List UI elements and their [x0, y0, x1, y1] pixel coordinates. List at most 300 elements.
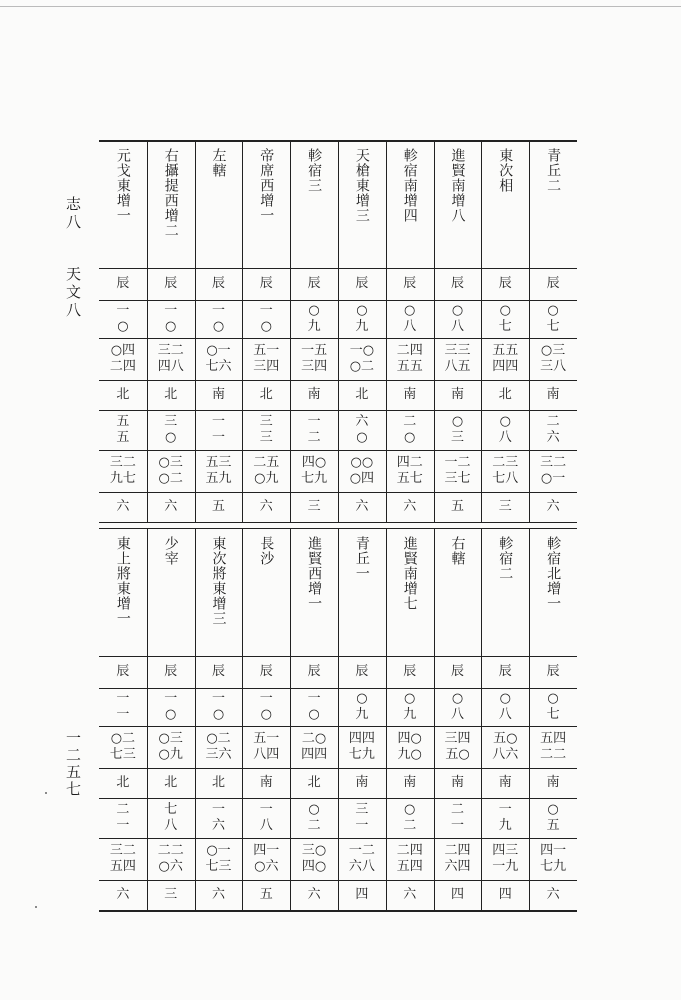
value-cell-f [290, 450, 338, 492]
value-cell-c [99, 338, 147, 380]
value-cell-b [434, 300, 482, 338]
value-line: 五四 [540, 731, 567, 746]
value-line: 四○ [301, 859, 327, 874]
value-line: ○二 [110, 731, 136, 746]
direction-cell: 北 [498, 387, 512, 402]
value-line: ○一 [206, 843, 231, 858]
value-cell-c [195, 338, 243, 380]
value-line: 三六 [205, 747, 232, 762]
value-cell-e [242, 798, 290, 838]
value-line: ○ [165, 430, 177, 445]
direction-cell: 南 [307, 387, 321, 402]
star-name: 右轄 [449, 536, 466, 566]
star-name: 少宰 [162, 536, 179, 566]
magnitude-cell: 三 [498, 499, 512, 514]
value-line: 五一 [253, 343, 280, 358]
value-line: 一 [450, 818, 464, 833]
star-name: 東次相 [497, 148, 514, 193]
direction-cell: 北 [307, 775, 321, 790]
direction-cell: 南 [355, 775, 369, 790]
value-cell-b [481, 300, 529, 338]
direction-cell: 南 [450, 387, 464, 402]
magnitude-cell: 六 [116, 887, 130, 902]
palace-cell: 辰 [546, 664, 560, 679]
value-cell-e [338, 410, 386, 450]
value-cell-c [434, 726, 482, 768]
value-line: 一二 [444, 455, 471, 470]
value-cell-e [195, 798, 243, 838]
value-line: 二二 [540, 747, 567, 762]
magnitude-cell: 四 [355, 887, 369, 902]
magnitude-cell: 五 [450, 499, 464, 514]
value-line: 八五 [444, 359, 471, 374]
value-line: ○二 [158, 471, 183, 486]
value-cell-b [147, 688, 195, 726]
magnitude-cell: 六 [307, 887, 321, 902]
magnitude-cell: 六 [546, 887, 560, 902]
palace-cell: 辰 [355, 276, 369, 291]
value-line: 五 [546, 818, 560, 833]
value-line: 一 [259, 303, 273, 318]
value-cell-c [290, 338, 338, 380]
direction-cell: 南 [450, 775, 464, 790]
value-cell-e [434, 410, 482, 450]
value-line: ○九 [254, 471, 279, 486]
table-rule [99, 910, 577, 912]
table-rule [99, 522, 577, 523]
direction-cell: 南 [211, 387, 225, 402]
value-cell-b [434, 688, 482, 726]
value-line: 一 [259, 802, 273, 817]
value-line: ○ [356, 303, 368, 318]
value-line: 七 [498, 319, 512, 334]
star-name: 東上將東增一 [114, 536, 131, 626]
value-cell-b [242, 300, 290, 338]
value-line: ○三 [158, 731, 183, 746]
page-number: 一二五七 [64, 730, 82, 798]
value-line: 一 [116, 707, 130, 722]
value-line: 一 [164, 303, 178, 318]
value-line: 一 [116, 818, 130, 833]
direction-cell: 南 [403, 775, 417, 790]
value-line: ○ [547, 802, 559, 817]
direction-cell: 北 [164, 775, 178, 790]
value-line: ○二 [206, 731, 231, 746]
value-line: 三○ [301, 843, 327, 858]
value-line: 七九 [540, 859, 567, 874]
value-cell-c [434, 338, 482, 380]
value-cell-e [529, 410, 577, 450]
value-cell-f [99, 838, 147, 880]
value-line: ○ [404, 802, 416, 817]
value-line: ○ [165, 319, 177, 334]
value-cell-e [529, 798, 577, 838]
star-name: 進賢南增八 [449, 148, 466, 223]
star-name: 東次將東增三 [210, 536, 227, 626]
value-line: 二三 [492, 455, 519, 470]
value-line: 六 [546, 430, 560, 445]
value-cell-e [99, 410, 147, 450]
value-cell-b [529, 300, 577, 338]
value-line: 一○ [349, 343, 375, 358]
palace-cell: 辰 [307, 664, 321, 679]
magnitude-cell: 六 [403, 499, 417, 514]
value-cell-f [338, 838, 386, 880]
palace-cell: 辰 [355, 664, 369, 679]
palace-cell: 辰 [116, 664, 130, 679]
star-name: 進賢南增七 [401, 536, 418, 611]
direction-cell: 南 [259, 775, 273, 790]
value-line: 五 [116, 430, 130, 445]
magnitude-cell: 六 [403, 887, 417, 902]
value-line: ○一 [540, 471, 566, 486]
value-line: 三 [164, 414, 178, 429]
value-line: 四二 [396, 455, 423, 470]
value-line: ○四 [110, 343, 136, 358]
value-line: 三二 [109, 843, 136, 858]
value-line: 三七 [444, 471, 471, 486]
value-cell-b [386, 300, 434, 338]
value-line: 二 [307, 430, 321, 445]
value-cell-c [99, 726, 147, 768]
value-cell-e [195, 410, 243, 450]
magnitude-cell: 六 [355, 499, 369, 514]
value-line: 八六 [492, 747, 519, 762]
value-cell-b [147, 300, 195, 338]
value-line: 一九 [492, 859, 519, 874]
value-line: 七 [546, 319, 560, 334]
value-line: 一 [211, 414, 225, 429]
value-line: 六 [211, 818, 225, 833]
value-line: 三二 [109, 455, 136, 470]
value-line: 一二 [348, 843, 375, 858]
direction-cell: 北 [355, 387, 369, 402]
value-line: 四一 [253, 843, 280, 858]
magnitude-cell: 六 [116, 499, 130, 514]
value-line: ○一 [206, 343, 231, 358]
value-cell-b [99, 688, 147, 726]
value-cell-f [242, 838, 290, 880]
value-line: ○ [356, 430, 368, 445]
value-cell-b [290, 688, 338, 726]
value-line: 二五 [253, 455, 280, 470]
direction-cell: 南 [546, 775, 560, 790]
value-line: ○ [165, 707, 177, 722]
value-line: 九 [355, 707, 369, 722]
value-line: 一 [211, 691, 225, 706]
value-line: 三四 [301, 359, 328, 374]
palace-cell: 辰 [259, 276, 273, 291]
value-line: 三 [355, 802, 369, 817]
magnitude-cell: 六 [211, 887, 225, 902]
value-cell-f [99, 450, 147, 492]
value-line: ○三 [158, 455, 183, 470]
value-cell-e [481, 410, 529, 450]
value-line: 四八 [157, 359, 184, 374]
value-line: ○ [451, 303, 464, 318]
star-name: 天槍東增三 [353, 148, 370, 223]
value-line: 七九 [348, 747, 375, 762]
value-line: 六八 [348, 859, 375, 874]
value-line: 七 [546, 707, 560, 722]
value-line: 一 [307, 414, 321, 429]
value-line: 六 [355, 414, 369, 429]
value-line: 三 [259, 414, 273, 429]
value-line: ○六 [158, 859, 183, 874]
value-line: ○ [404, 430, 416, 445]
value-line: ○六 [254, 859, 279, 874]
value-line: 八 [498, 707, 512, 722]
magnitude-cell: 三 [164, 887, 178, 902]
value-line: 五五 [396, 359, 423, 374]
value-cell-b [529, 688, 577, 726]
value-line: 七 [164, 802, 178, 817]
value-cell-c [147, 338, 195, 380]
value-line: 八 [259, 818, 273, 833]
value-cell-c [338, 726, 386, 768]
magnitude-cell: 六 [546, 499, 560, 514]
palace-cell: 辰 [211, 664, 225, 679]
value-line: 九 [403, 707, 417, 722]
value-cell-c [147, 726, 195, 768]
value-line: 八 [164, 818, 178, 833]
value-line: ○ [308, 303, 320, 318]
value-cell-b [195, 300, 243, 338]
value-line: ○ [117, 319, 129, 334]
value-cell-f [242, 450, 290, 492]
value-line: 一 [355, 818, 369, 833]
value-line: 一 [164, 691, 178, 706]
value-cell-e [338, 798, 386, 838]
value-cell-c [386, 726, 434, 768]
value-cell-e [290, 798, 338, 838]
value-cell-c [386, 338, 434, 380]
value-line: ○ [404, 691, 416, 706]
star-name: 軫宿南增四 [401, 148, 418, 223]
value-line: ○ [404, 303, 416, 318]
magnitude-cell: 六 [259, 499, 273, 514]
value-line: 六四 [444, 859, 471, 874]
value-line: 三八 [540, 359, 567, 374]
value-line: 三 [450, 430, 464, 445]
value-line: 五三 [205, 455, 232, 470]
value-cell-b [242, 688, 290, 726]
value-line: 五四 [109, 859, 136, 874]
value-line: ○ [308, 802, 320, 817]
value-line: 四一 [540, 843, 567, 858]
magnitude-cell: 四 [498, 887, 512, 902]
value-cell-f [195, 838, 243, 880]
value-line: 五五 [492, 343, 519, 358]
value-line: 二 [116, 802, 130, 817]
value-line: 一 [498, 802, 512, 817]
palace-cell: 辰 [450, 664, 464, 679]
value-line: 一 [116, 303, 130, 318]
value-cell-c [195, 726, 243, 768]
value-line: ○二 [349, 359, 375, 374]
direction-cell: 南 [546, 387, 560, 402]
value-cell-b [338, 300, 386, 338]
value-cell-b [290, 300, 338, 338]
value-line: ○九 [158, 747, 183, 762]
palace-cell: 辰 [546, 276, 560, 291]
value-cell-f [290, 838, 338, 880]
value-line: 三二 [157, 343, 184, 358]
value-cell-f [147, 450, 195, 492]
value-line: ○ [547, 691, 559, 706]
star-name: 軫宿三 [306, 148, 323, 193]
palace-cell: 辰 [259, 664, 273, 679]
value-line: 四○ [397, 731, 422, 746]
value-line: 七六 [205, 359, 232, 374]
value-line: 一 [211, 430, 225, 445]
value-line: 七三 [205, 859, 232, 874]
value-line: 八四 [253, 747, 280, 762]
value-cell-c [529, 338, 577, 380]
value-line: 一 [307, 691, 321, 706]
value-line: 四三 [492, 843, 519, 858]
palace-cell: 辰 [403, 664, 417, 679]
value-line: 八 [450, 707, 464, 722]
value-cell-f [386, 838, 434, 880]
value-cell-b [481, 688, 529, 726]
magnitude-cell: 三 [307, 499, 321, 514]
value-cell-f [434, 450, 482, 492]
value-line: 七九 [301, 471, 328, 486]
value-cell-c [481, 338, 529, 380]
value-line: 一 [116, 691, 130, 706]
value-cell-b [338, 688, 386, 726]
value-line: 一 [211, 802, 225, 817]
value-line: 八 [450, 319, 464, 334]
value-line: 五 [116, 414, 130, 429]
value-line: 二四 [444, 843, 471, 858]
value-cell-c [242, 338, 290, 380]
star-name: 軫宿二 [497, 536, 514, 581]
value-cell-e [386, 798, 434, 838]
value-line: 九 [307, 319, 321, 334]
value-line: 四四 [492, 359, 519, 374]
value-line: ○○ [350, 455, 374, 470]
value-line: 二 [546, 414, 560, 429]
value-line: ○ [308, 707, 320, 722]
value-line: ○ [451, 691, 464, 706]
magnitude-cell: 四 [450, 887, 464, 902]
star-name: 進賢西增一 [306, 536, 323, 611]
value-line: 二○ [301, 731, 327, 746]
direction-cell: 南 [403, 387, 417, 402]
star-catalog-table [99, 140, 577, 915]
value-line: ○ [212, 319, 225, 334]
direction-cell: 北 [211, 775, 225, 790]
value-cell-f [481, 450, 529, 492]
value-line: 五一 [253, 731, 280, 746]
value-line: 五○ [445, 747, 470, 762]
value-line: 三四 [253, 359, 280, 374]
value-line: 五○ [493, 731, 518, 746]
star-name: 青丘二 [545, 148, 562, 193]
value-cell-c [338, 338, 386, 380]
palace-cell: 辰 [116, 276, 130, 291]
chapter-title [62, 196, 84, 320]
value-line: 二四 [396, 343, 423, 358]
direction-cell: 北 [116, 775, 130, 790]
value-cell-e [147, 798, 195, 838]
value-line: ○四 [349, 471, 375, 486]
direction-cell: 北 [116, 387, 130, 402]
value-line: ○ [212, 707, 225, 722]
value-line: 三四 [444, 731, 471, 746]
value-line: 二 [450, 802, 464, 817]
value-cell-f [434, 838, 482, 880]
direction-cell: 北 [259, 387, 273, 402]
value-line: 三二 [540, 455, 567, 470]
value-line: 九 [498, 818, 512, 833]
palace-cell: 辰 [450, 276, 464, 291]
value-cell-c [481, 726, 529, 768]
star-name: 右攝提西增二 [162, 148, 179, 238]
value-line: ○ [499, 691, 511, 706]
value-line: 九七 [109, 471, 136, 486]
value-cell-c [290, 726, 338, 768]
value-line: 二四 [396, 843, 423, 858]
value-cell-e [386, 410, 434, 450]
magnitude-cell: 五 [211, 499, 225, 514]
palace-cell: 辰 [307, 276, 321, 291]
value-line: ○ [499, 303, 511, 318]
value-line: ○ [547, 303, 559, 318]
value-cell-b [195, 688, 243, 726]
value-line: 七八 [492, 471, 519, 486]
value-cell-e [242, 410, 290, 450]
scan-speck [45, 792, 47, 794]
value-line: 五九 [205, 471, 232, 486]
value-line: 九○ [397, 747, 422, 762]
value-cell-e [481, 798, 529, 838]
palace-cell: 辰 [211, 276, 225, 291]
value-cell-f [529, 450, 577, 492]
palace-cell: 辰 [498, 664, 512, 679]
value-cell-f [386, 450, 434, 492]
value-line: 二 [403, 414, 417, 429]
value-line: 二 [403, 818, 417, 833]
direction-cell: 北 [164, 387, 178, 402]
value-cell-c [529, 726, 577, 768]
value-line: ○三 [540, 343, 566, 358]
value-line: ○ [499, 414, 511, 429]
value-line: 一 [211, 303, 225, 318]
value-cell-e [290, 410, 338, 450]
value-cell-f [338, 450, 386, 492]
value-cell-f [195, 450, 243, 492]
value-line: 四四 [301, 747, 328, 762]
star-name: 帝席西增一 [258, 148, 275, 223]
value-line: 八 [403, 319, 417, 334]
star-name: 軫宿北增一 [545, 536, 562, 611]
value-cell-c [242, 726, 290, 768]
value-line: 五四 [396, 859, 423, 874]
chapter-section: 天文八 [64, 265, 82, 320]
direction-cell: 南 [498, 775, 512, 790]
value-line: ○ [260, 707, 272, 722]
scan-speck [35, 906, 37, 908]
value-line: 一 [259, 691, 273, 706]
star-name: 元戈東增一 [114, 148, 131, 223]
value-line: 七三 [109, 747, 136, 762]
star-name: 左轄 [210, 148, 227, 178]
star-name: 長沙 [258, 536, 275, 566]
value-line: 四四 [348, 731, 375, 746]
